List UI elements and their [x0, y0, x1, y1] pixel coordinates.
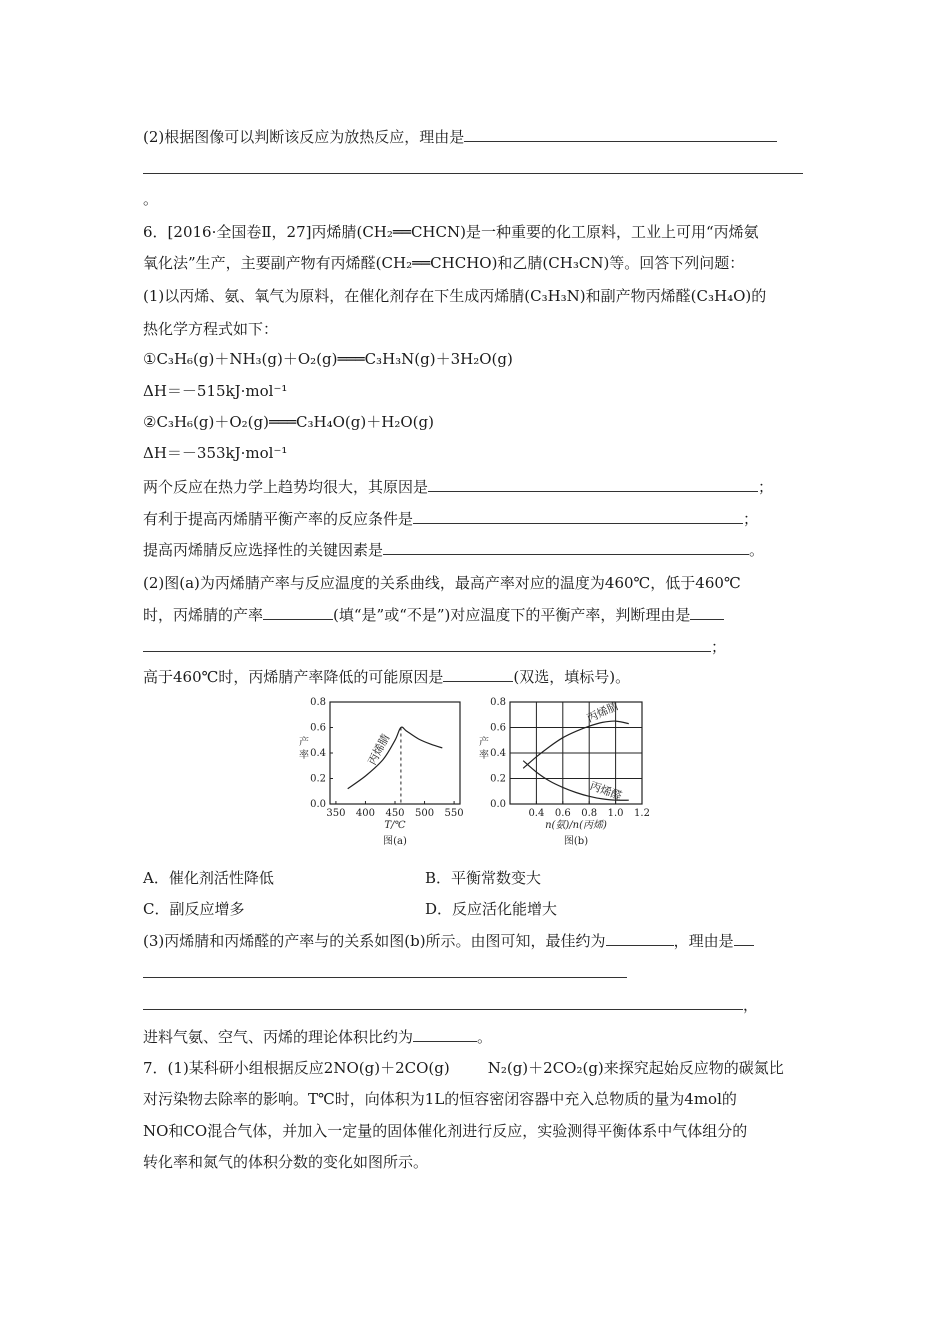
- answer-blank[interactable]: [443, 667, 513, 682]
- y-tick-label: 0.2: [310, 773, 326, 785]
- answer-blank[interactable]: [383, 540, 749, 555]
- q6-part3-line4: 进料气氨、空气、丙烯的理论体积比约为 。: [143, 1028, 493, 1046]
- answer-rule[interactable]: [143, 173, 803, 174]
- q7-line1: 7．(1)某科研小组根据反应2NO(g)＋2CO(g) N₂(g)＋2CO₂(g)来探究起始反应物的碳氮比: [143, 1059, 784, 1077]
- y-tick-label: 0.4: [490, 748, 506, 759]
- x-axis-label: n(氨)/n(丙烯): [545, 820, 607, 831]
- answer-blank[interactable]: [413, 1027, 477, 1042]
- y-tick-label: 0.6: [490, 722, 506, 734]
- answer-rule[interactable]: [143, 977, 627, 978]
- answer-blank[interactable]: [428, 477, 758, 492]
- q7-line2: 对污染物去除率的影响。T℃时，向体积为1L的恒容密闭容器中充入总物质的量为4mol的: [143, 1090, 737, 1108]
- q5-end: 。: [143, 190, 159, 208]
- y-tick-label: 0.0: [490, 799, 506, 810]
- series-label: 丙烯腈: [365, 731, 393, 768]
- option-a[interactable]: A．催化剂活性降低: [143, 869, 274, 887]
- series-line-丙烯腈: [523, 721, 629, 768]
- x-tick-label: 1.2: [634, 808, 650, 819]
- x-tick-label: 0.4: [528, 808, 545, 819]
- q6-reason-question: 两个反应在热力学上趋势均很大，其原因是 ；: [143, 478, 774, 496]
- x-axis-label: T/℃: [384, 820, 406, 831]
- x-tick-label: 0.6: [554, 808, 571, 819]
- answer-blank[interactable]: [690, 605, 724, 620]
- y-axis-label-char: 产: [479, 737, 489, 748]
- series-line-丙烯腈: [348, 727, 443, 789]
- x-tick-label: 450: [385, 808, 405, 819]
- q6-condition-question: 有利于提高丙烯腈平衡产率的反应条件是 ；: [143, 510, 759, 528]
- y-axis-label-char: 率: [479, 750, 489, 761]
- x-tick-label: 1.0: [607, 808, 624, 819]
- option-b[interactable]: B．平衡常数变大: [425, 869, 542, 887]
- q6-part2-line3: ；: [143, 637, 726, 657]
- answer-blank[interactable]: [413, 509, 743, 524]
- q6-part1-line2: 热化学方程式如下：: [143, 320, 279, 338]
- equation-1: ①C₃H₆(g)＋NH₃(g)＋O₂(g)═══C₃H₃N(g)＋3H₂O(g): [143, 350, 513, 368]
- x-tick-label: 550: [444, 808, 464, 819]
- q6-key-question: 提高丙烯腈反应选择性的关键因素是 。: [143, 541, 765, 559]
- answer-blank[interactable]: [263, 605, 333, 620]
- q6-part2-line1: (2)图(a)为丙烯腈产率与反应温度的关系曲线，最高产率对应的温度为460℃，低于460℃: [143, 574, 741, 592]
- figure-a-plot: [299, 697, 464, 847]
- q6-intro-line1: 6．[2016·全国卷Ⅱ，27]丙烯腈(CH₂══CHCN)是一种重要的化工原料，工业上可用“丙烯氨: [143, 223, 759, 241]
- y-tick-label: 0.4: [310, 748, 326, 759]
- q7-line4: 转化率和氮气的体积分数的变化如图所示。: [143, 1153, 429, 1171]
- answer-blank[interactable]: [464, 127, 777, 142]
- figure-b-plot: [479, 697, 650, 847]
- answer-blank[interactable]: [143, 995, 743, 1010]
- x-tick-label: 500: [414, 808, 435, 819]
- option-d[interactable]: D．反应活化能增大: [425, 900, 558, 918]
- figure-b: [470, 692, 670, 858]
- y-tick-label: 0.0: [310, 799, 326, 810]
- answer-blank[interactable]: [143, 637, 711, 652]
- series-label: 丙烯醛: [588, 779, 624, 803]
- q6-part2-line4: 高于460℃时，丙烯腈产率降低的可能原因是 (双选，填标号)。: [143, 668, 631, 686]
- plot-frame: [330, 702, 460, 804]
- figure-caption: 图(a): [383, 836, 407, 847]
- option-c[interactable]: C．副反应增多: [143, 900, 245, 918]
- answer-blank[interactable]: [734, 931, 754, 946]
- q6-part1-line1: (1)以丙烯、氨、氧气为原料，在催化剂存在下生成丙烯腈(C₃H₃N)和副产物丙烯醛(C₃H₄O)的: [143, 287, 767, 305]
- q6-part2-line2: 时，丙烯腈的产率 (填“是”或“不是”)对应温度下的平衡产率，判断理由是: [143, 605, 724, 625]
- q5-part2: (2)根据图像可以判断该反应为放热反应，理由是: [143, 127, 777, 147]
- enthalpy-2: ΔH＝－353kJ·mol⁻¹: [143, 444, 288, 462]
- y-tick-label: 0.2: [490, 773, 506, 785]
- x-tick-label: 400: [355, 808, 376, 819]
- equation-2: ②C₃H₆(g)＋O₂(g)═══C₃H₄O(g)＋H₂O(g): [143, 413, 434, 431]
- y-axis-label-char: 产: [299, 737, 309, 748]
- q6-part3-line3: ，: [143, 995, 758, 1015]
- x-tick-label: 350: [326, 808, 346, 819]
- y-axis-label: [479, 735, 489, 761]
- y-axis-label-char: 率: [299, 750, 309, 761]
- y-axis-label: [299, 735, 309, 761]
- y-tick-label: 0.8: [310, 697, 326, 708]
- enthalpy-1: ΔH＝－515kJ·mol⁻¹: [143, 382, 288, 400]
- figure-a: [270, 692, 470, 858]
- y-tick-label: 0.8: [490, 697, 506, 708]
- x-tick-label: 0.8: [581, 808, 598, 819]
- answer-blank[interactable]: [606, 931, 674, 946]
- series-label: 丙烯腈: [584, 699, 621, 726]
- q6-part3-line1: (3)丙烯腈和丙烯醛的产率与的关系如图(b)所示。由图可知，最佳约为 ，理由是: [143, 931, 754, 951]
- figure-caption: 图(b): [563, 836, 589, 847]
- y-tick-label: 0.6: [310, 722, 326, 734]
- q7-line3: NO和CO混合气体，并加入一定量的固体催化剂进行反应，实验测得平衡体系中气体组分的: [143, 1122, 748, 1140]
- q6-intro-line2: 氧化法”生产，主要副产物有丙烯醛(CH₂══CHCHO)和乙腈(CH₃CN)等。回答下列问题：: [143, 254, 745, 272]
